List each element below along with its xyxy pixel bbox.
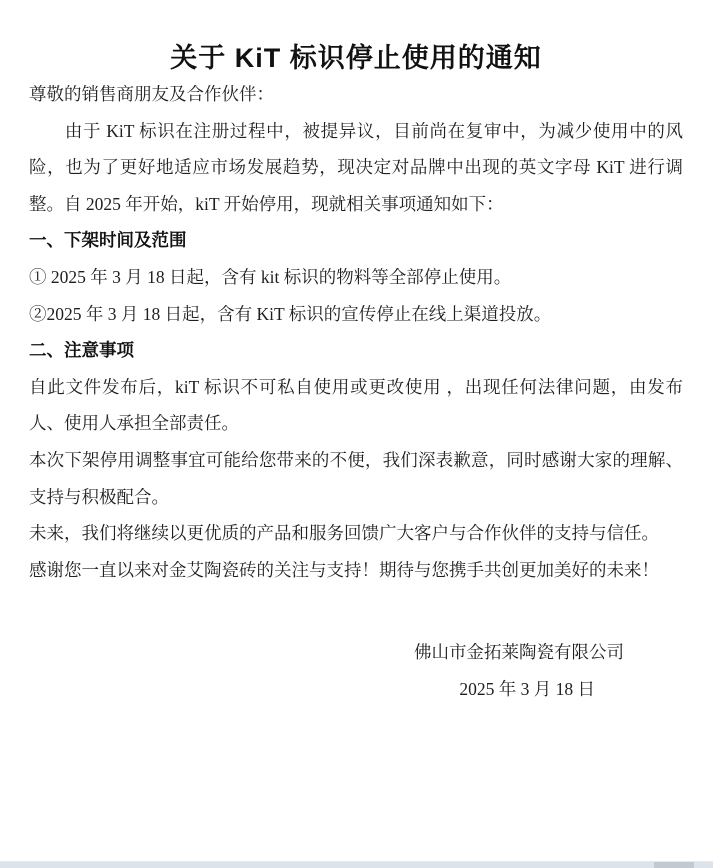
horizontal-scrollbar[interactable] <box>0 861 713 868</box>
section2-paragraph-4: 感谢您一直以来对金艾陶瓷砖的关注与支持！期待与您携手共创更加美好的未来！ <box>29 559 659 580</box>
signature-block <box>29 634 683 708</box>
section1-item-1: ① 2025 年 3 月 18 日起，含有 kit 标识的物料等全部停止使用。 <box>29 266 512 287</box>
greeting-line: 尊敬的销售商朋友及合作伙伴： <box>29 84 274 104</box>
section2-paragraph-3: 未来，我们将继续以更优质的产品和服务回馈广大客户与合作伙伴的支持与信任。 <box>29 523 659 544</box>
section1-heading: 一、下架时间及范围 <box>29 230 187 251</box>
horizontal-scrollbar-thumb[interactable] <box>654 862 694 868</box>
signature-company: 佛山市金拓莱陶瓷有限公司 <box>414 642 624 663</box>
section2-heading: 二、注意事项 <box>29 340 134 361</box>
signature-date: 2025 年 3 月 18 日 <box>459 679 595 700</box>
section2-paragraph-1: 自此文件发布后，kiT 标识不可私自使用或更改使用 ，出现任何法律问题，由发布人、使用人承担全部责任。 <box>29 376 683 434</box>
section1-item-2: ②2025 年 3 月 18 日起，含有 KiT 标识的宣传停止在线上渠道投放。 <box>29 303 552 324</box>
document-title: 关于 KiT 标识停止使用的通知 <box>170 43 542 73</box>
document-content <box>0 40 713 708</box>
intro-paragraph: 由于 KiT 标识在注册过程中，被提异议，目前尚在复审中，为减少使用中的风险，也为了更好地适应市场发展趋势，现决定对品牌中出现的英文字母 KiT 进行调整。自 2025 年开始，kiT 开始停用，现就相关事项通知如下： <box>29 120 683 214</box>
section2-paragraph-2: 本次下架停用调整事宜可能给您带来的不便，我们深表歉意，同时感谢大家的理解、支持与积极配合。 <box>29 449 683 507</box>
